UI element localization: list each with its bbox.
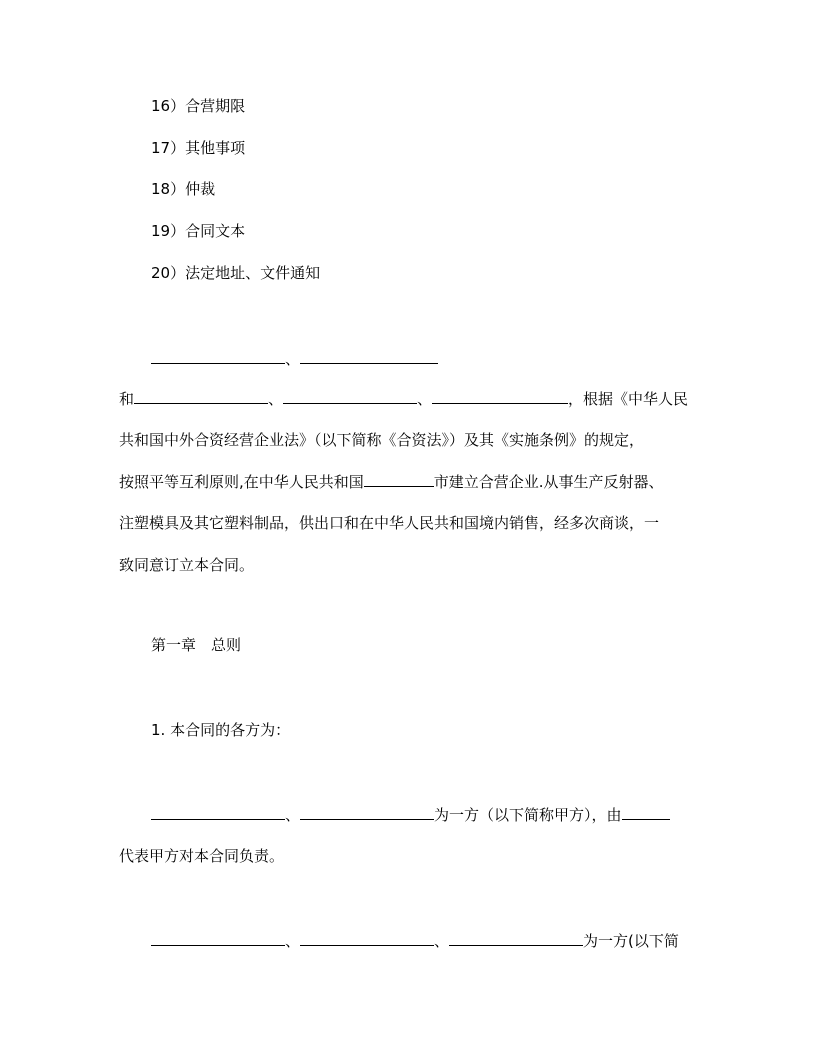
toc-item-20: 20）法定地址、文件通知 [151,264,321,282]
party-b-blank [300,930,434,946]
preamble-line-2: 共和国中外合资经营企业法》（以下简称《合资法》）及其《实施条例》的规定， [119,431,645,449]
party-blank [432,388,568,404]
preamble-line-4: 注塑模具及其它塑料制品，供出口和在中华人民共和国境内销售，经多次商谈，一 [119,514,660,532]
preamble-text: 按照平等互利原则,在中华人民共和国 [119,473,364,491]
toc-item-18: 18）仲裁 [151,180,216,198]
party-blank [134,388,268,404]
party-a-text: 为一方（以下简称甲方），由 [434,806,622,824]
party-name-blank [300,348,438,364]
party-b-blank [151,930,285,946]
party-a-blank [300,804,434,820]
party-a-blank [151,804,285,820]
preamble-tail: ，根据《中华人民 [568,390,689,408]
toc-item-16: 16）合营期限 [151,97,246,115]
party-a-line-2: 代表甲方对本合同负责。 [119,847,285,865]
parties-line [151,348,438,369]
party-b-blank [449,930,583,946]
party-name-blank [151,348,285,364]
preamble-line-1 [119,388,688,409]
toc-item-19: 19）合同文本 [151,222,246,240]
separator: 、 [285,932,301,950]
chapter-title: 第一章 总则 [151,636,242,654]
preamble-line-3 [119,471,664,492]
party-a-line-1 [151,804,670,825]
preamble-line-5: 致同意订立本合同。 [119,556,255,574]
separator: 、 [285,806,301,824]
preamble-text: 市建立合营企业.从事生产反射器、 [433,473,664,491]
city-blank [364,471,434,487]
toc-item-17: 17）其他事项 [151,139,246,157]
party-b-text: 为一方(以下简 [583,932,679,950]
party-blank [283,388,417,404]
clause-1: 1. 本合同的各方为： [151,721,291,739]
separator: 、 [268,390,284,408]
party-b-line-1 [151,930,679,951]
separator: 、 [285,350,301,368]
separator: 、 [434,932,450,950]
separator: 、 [417,390,433,408]
and-text: 和 [119,390,135,408]
representative-blank [622,804,670,820]
